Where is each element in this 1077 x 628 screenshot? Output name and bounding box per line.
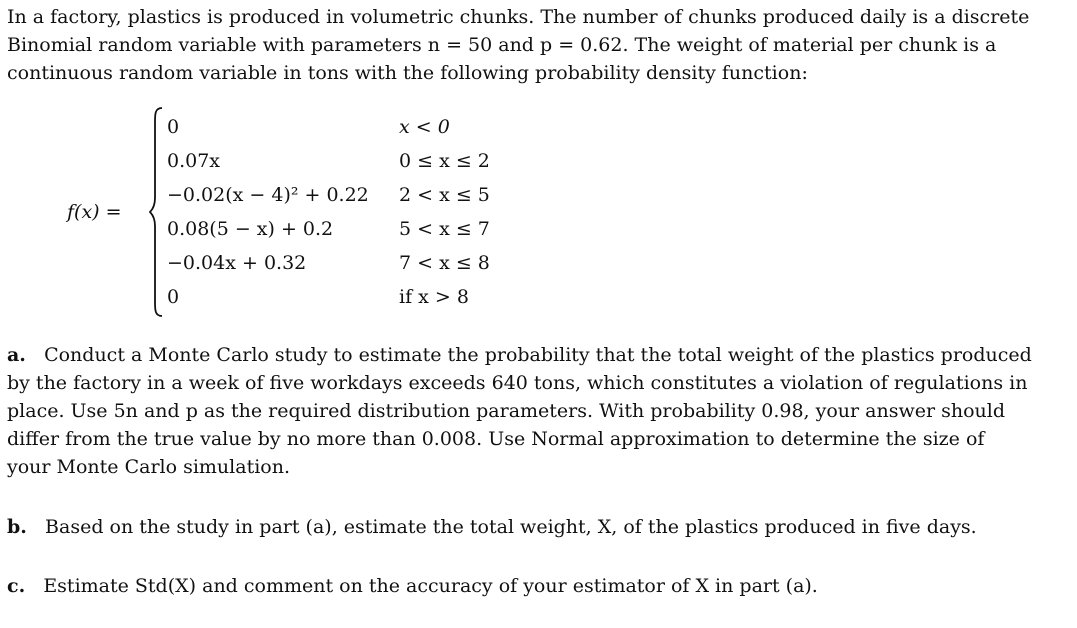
problem-page [7, 0, 1067, 628]
pdf-case-row [167, 110, 549, 144]
case-condition: 7 < x ≤ 8 [399, 252, 490, 274]
question-marker: c. [7, 575, 26, 597]
question-text: Conduct a Monte Carlo study to estimate the probability that the total weight of the plastics produced [44, 344, 1032, 366]
question-a-line [7, 341, 1047, 369]
intro-line: continuous random variable in tons with the following probability density function: [7, 62, 808, 84]
pdf-case-row [167, 178, 549, 212]
question-c-line [7, 572, 1047, 600]
pdf-definition [67, 106, 587, 320]
pdf-cases [167, 110, 549, 314]
pdf-case-row [167, 144, 549, 178]
case-expression: 0.08(5 − x) + 0.2 [167, 218, 334, 240]
question-a-line: differ from the true value by no more than 0.008. Use Normal approximation to determine the size of [7, 428, 985, 450]
question-a-line: place. Use 5n and p as the required distribution parameters. With probability 0.98, your answer should [7, 400, 1006, 422]
question-a [7, 341, 1047, 481]
case-condition: 2 < x ≤ 5 [399, 184, 490, 206]
left-brace-icon [149, 106, 163, 318]
case-expression: 0 [167, 116, 180, 138]
pdf-case-row [167, 212, 549, 246]
intro-line: In a factory, plastics is produced in volumetric chunks. The number of chunks produced daily is a discrete [7, 6, 1030, 28]
question-text: Based on the study in part (a), estimate the total weight, X, of the plastics produced in five days. [45, 516, 977, 538]
case-condition: 0 ≤ x ≤ 2 [399, 150, 490, 172]
question-c [7, 572, 1047, 600]
question-a-line: by the factory in a week of five workdays exceeds 640 tons, which constitutes a violation of regulations in [7, 372, 1028, 394]
question-marker: a. [7, 344, 26, 366]
pdf-label: f(x) = [67, 201, 122, 223]
problem-intro [7, 3, 1047, 87]
case-expression: 0.07x [167, 150, 221, 172]
question-a-line: your Monte Carlo simulation. [7, 456, 290, 478]
case-condition: if x > 8 [399, 286, 469, 308]
case-expression: 0 [167, 286, 180, 308]
intro-line: Binomial random variable with parameters n = 50 and p = 0.62. The weight of material per chunk is a [7, 34, 997, 56]
pdf-case-row [167, 280, 549, 314]
pdf-case-row [167, 246, 549, 280]
question-b [7, 513, 1047, 541]
question-marker: b. [7, 516, 27, 538]
case-expression: −0.04x + 0.32 [167, 252, 307, 274]
case-condition: x < 0 [399, 116, 450, 138]
question-b-line [7, 513, 1047, 541]
question-text: Estimate Std(X) and comment on the accuracy of your estimator of X in part (a). [43, 575, 818, 597]
case-condition: 5 < x ≤ 7 [399, 218, 490, 240]
case-expression: −0.02(x − 4)² + 0.22 [167, 184, 369, 206]
